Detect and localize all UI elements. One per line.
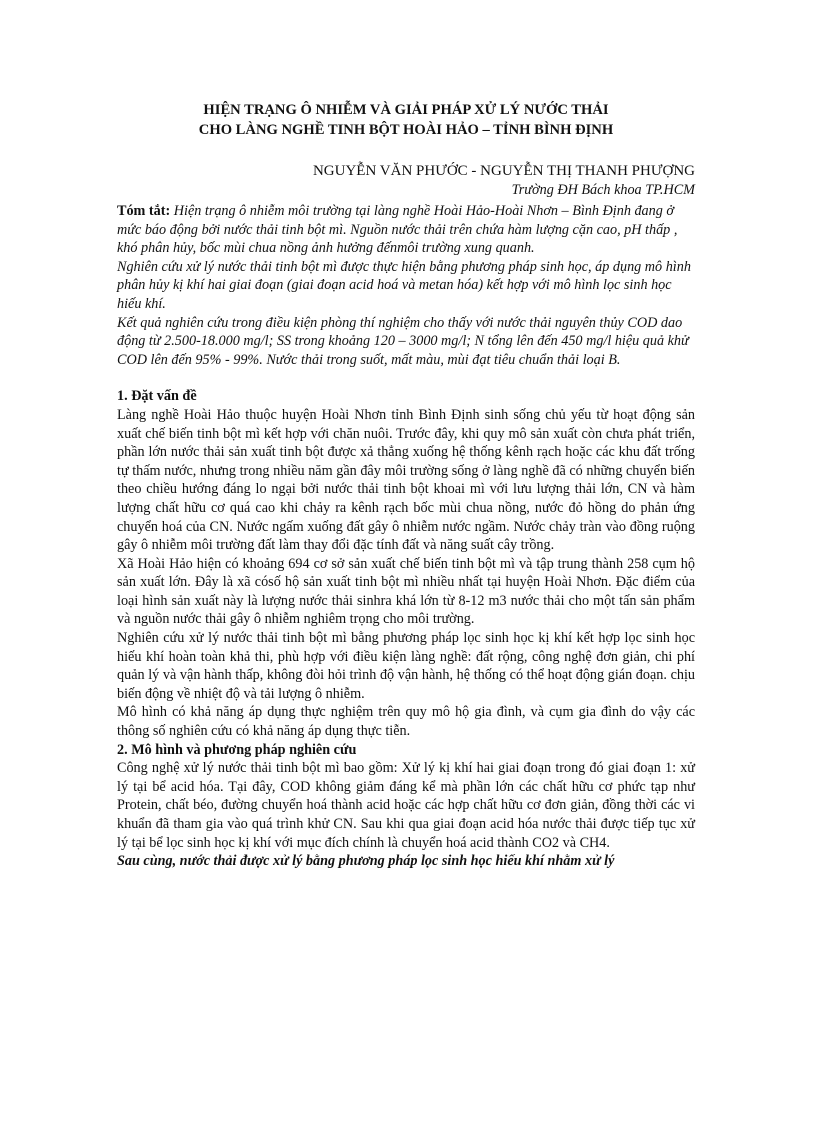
- section-2-paragraph-1: Công nghệ xử lý nước thải tinh bột mì bao gồm: Xử lý kị khí hai giai đoạn trong đó giai đoạn 1: xử lý tại bể acid hóa. Tại đây, COD không giảm đáng kể mà phần lớn các chất hữu cơ phức tạp như Protein, chất béo, đường chuyển hoá thành acid hoặc các hợp chất hữu cơ đơn giản, đồng thời các vi khuẩn đã tham gia vào quá trình khử CN. Sau khi qua giai đoạn acid hóa nước thải được tiếp tục xử lý tại bể lọc sinh học kị khí với mục đích chính là chuyển hoá acid thành CO2 và CH4.: [117, 760, 695, 851]
- abstract-label: Tóm tắt:: [117, 203, 171, 219]
- document-page: [117, 100, 695, 871]
- section-2-paragraph-2: Sau cùng, nước thải được xử lý bằng phương pháp lọc sinh học hiếu khí nhằm xử lý: [117, 853, 615, 870]
- section-1-paragraph-2: Xã Hoài Hảo hiện có khoảng 694 cơ sở sản xuất chế biến tinh bột mì và tập trung thành 258 cụm hộ sản xuất lớn. Đây là xã cósố hộ sản xuất tinh bột mì nhiều nhất tại huyện Hoài Nhơn. Đặc điểm của loại hình sản xuất này là lượng nước thải sinhra khá lớn từ 8-12 m3 nước thải cho một tấn sản phẩm và nguồn nước thải gây ô nhiễm nghiêm trọng cho môi trường.: [117, 555, 695, 628]
- title-line-2: CHO LÀNG NGHỀ TINH BỘT HOÀI HẢO – TỈNH BÌNH ĐỊNH: [198, 122, 614, 138]
- abstract: [117, 202, 695, 369]
- abstract-paragraph-2: Nghiên cứu xử lý nước thải tinh bột mì được thực hiện bằng phương pháp sinh học, áp dụng mô hình phân hủy kị khí hai giai đoạn (giai đoạn acid hoá và metan hóa) kết hợp với mô hình lọc sinh học hiếu khí.: [117, 258, 691, 312]
- abstract-text-1: Hiện trạng ô nhiễm môi trường tại làng nghề Hoài Hảo-Hoài Nhơn – Bình Định đang ở mức báo động bởi nước thải tinh bột mì. Nguồn nước thải trên chứa hàm lượng cặn cao, pH thấp , khó phân hủy, bốc mùi chua nồng ảnh hưởng đếnmôi trường xung quanh.: [117, 203, 678, 257]
- section-1-paragraph-1: Làng nghề Hoài Hảo thuộc huyện Hoài Nhơn tỉnh Bình Định sinh sống chủ yếu từ hoạt động sản xuất chế biến tinh bột mì kết hợp với chăn nuôi. Trước đây, khi quy mô sản xuất còn chưa phát triển, phần lớn nước thải sản xuất tinh bột được xả thẳng xuống hệ thống kênh rạch hoặc các khu đất trống tự thấm nước, nhưng trong nhiều năm gần đây môi trường sống ở làng nghề đã có những chuyển biến theo chiều hướng đáng lo ngại bởi nước thải tinh bột khoai mì với lưu lượng thải lớn, CN và hàm lượng chất hữu cơ quá cao khi chảy ra kênh rạch bốc mùi chua nồng, nước đỏ hồng do phản ứng chuyển hoá của CN. Nước ngấm xuống đất gây ô nhiễm nước ngầm. Nước chảy tràn vào đồng ruộng gây ô nhiễm môi trường đất làm thay đổi đặc tính đất và năng suất cây trồng.: [117, 406, 695, 554]
- section-2-heading: 2. Mô hình và phương pháp nghiên cứu: [117, 741, 357, 758]
- authors: NGUYỄN VĂN PHƯỚC - NGUYỄN THỊ THANH PHƯỢNG: [312, 163, 695, 179]
- title-line-1: HIỆN TRẠNG Ô NHIỄM VÀ GIẢI PHÁP XỬ LÝ NƯỚC THẢI: [203, 102, 609, 118]
- section-1-paragraph-4: Mô hình có khả năng áp dụng thực nghiệm trên quy mô hộ gia đình, và cụm gia đình do vậy các thông số nghiên cứu có khả năng áp dụng thực tiễn.: [117, 704, 695, 740]
- section-1-heading: 1. Đặt vấn đề: [117, 388, 197, 405]
- section-1-paragraph-3: Nghiên cứu xử lý nước thải tinh bột mì bằng phương pháp lọc sinh học kị khí kết hợp lọc sinh học hiếu khí hoàn toàn khả thi, phù hợp với điều kiện làng nghề: đất rộng, công nghệ đơn giản, chi phí quản lý và vận hành thấp, không đòi hỏi trình độ vận hành, hệ thống có thể hoạt động gián đoạn. chịu biến động về nhiệt độ và tải lượng ô nhiễm.: [117, 630, 695, 702]
- abstract-paragraph-1: [117, 202, 695, 258]
- abstract-paragraph-3: Kết quả nghiên cứu trong điều kiện phòng thí nghiệm cho thấy với nước thải nguyên thủy COD dao động từ 2.500-18.000 mg/l; SS trong khoảng 120 – 3000 mg/l; N tổng lên đến 450 mg/l hiệu quả khử COD lên đến 95% - 99%. Nước thải trong suốt, mất màu, mùi đạt tiêu chuẩn thải loại B.: [117, 314, 689, 368]
- affiliation: Trường ĐH Bách khoa TP.HCM: [511, 182, 695, 198]
